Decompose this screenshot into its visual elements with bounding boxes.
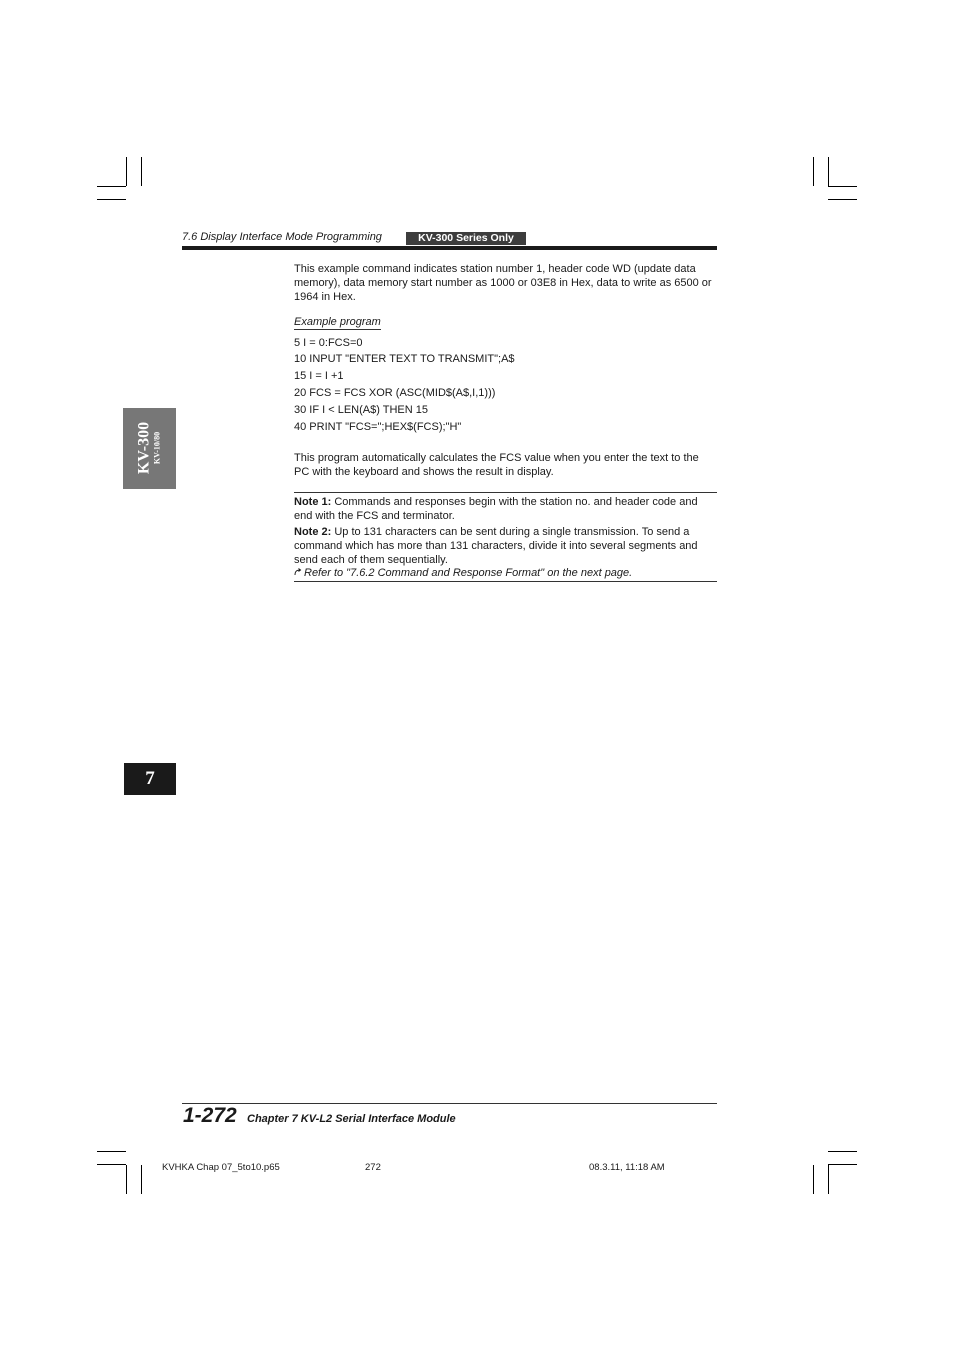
footer-chapter-title: Chapter 7 KV-L2 Serial Interface Module xyxy=(247,1113,456,1125)
code-line: 20 FCS = FCS XOR (ASC(MID$(A$,I,1))) xyxy=(294,387,496,399)
note-2 xyxy=(294,525,717,567)
notes-top-rule xyxy=(294,492,717,493)
intro-paragraph: This example command indicates station number 1, header code WD (update data memory), data memory start number as 1000 or 03E8 in Hex, data to write as 6500 or 1964 in Hex. xyxy=(294,263,712,303)
side-tab-sub: KV-10/80 xyxy=(152,431,162,465)
example-label: Example program xyxy=(294,316,381,328)
code-line: 10 INPUT "ENTER TEXT TO TRANSMIT";A$ xyxy=(294,353,515,365)
note-1-text: Commands and responses begin with the station no. and header code and end with the FCS and terminator. xyxy=(294,496,698,522)
code-line: 30 IF I < LEN(A$) THEN 15 xyxy=(294,404,428,416)
code-line: 5 I = 0:FCS=0 xyxy=(294,337,363,349)
side-tab-main: KV-300 xyxy=(135,421,153,475)
series-badge: KV-300 Series Only xyxy=(406,232,526,245)
notes-bottom-rule xyxy=(294,581,717,582)
summary-paragraph: This program automatically calculates the FCS value when you enter the text to the PC with the keyboard and shows the result in display. xyxy=(294,452,699,478)
note-1 xyxy=(294,495,717,523)
header-rule xyxy=(182,246,717,250)
page-number: 1-272 xyxy=(183,1104,237,1127)
slug-page: 272 xyxy=(365,1162,381,1173)
slug-filename: KVHKA Chap 07_5to10.p65 xyxy=(162,1162,280,1173)
reference-text: Refer to "7.6.2 Command and Response Format" on the next page. xyxy=(304,567,633,579)
code-line: 40 PRINT "FCS=";HEX$(FCS);"H" xyxy=(294,421,462,433)
arrow-reference-icon xyxy=(294,566,304,580)
note-2-label: Note 2: xyxy=(294,526,332,538)
reference-line xyxy=(294,566,717,580)
note-1-label: Note 1: xyxy=(294,496,332,508)
slug-timestamp: 08.3.11, 11:18 AM xyxy=(589,1162,665,1173)
note-2-text: Up to 131 characters can be sent during a single transmission. To send a command which has more than 131 characters, divide it into several segments and send each of them sequentially. xyxy=(294,526,698,566)
section-title: 7.6 Display Interface Mode Programming xyxy=(182,231,382,243)
chapter-tab: 7 xyxy=(124,763,176,795)
code-line: 15 I = I +1 xyxy=(294,370,344,382)
footer-rule xyxy=(182,1103,717,1104)
product-side-tab xyxy=(123,408,176,489)
